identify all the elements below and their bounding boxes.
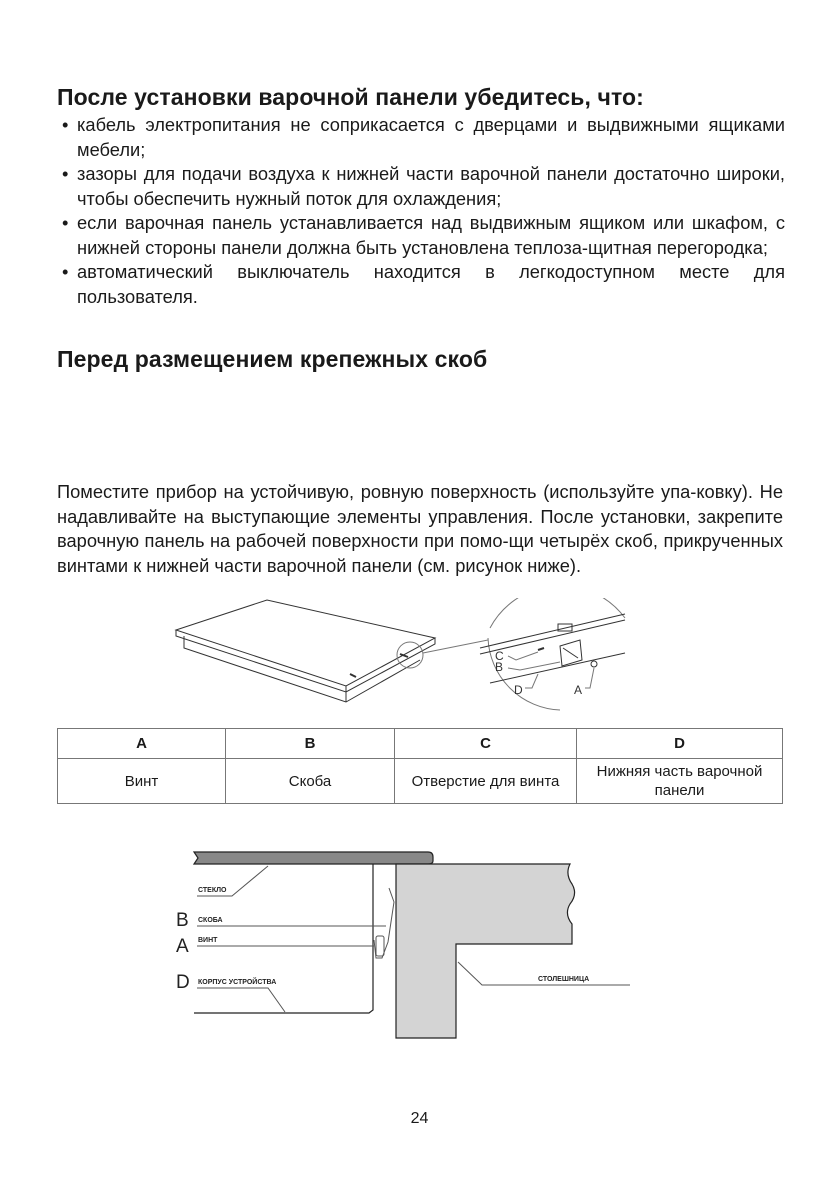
list-item: • кабель электропитания не соприкасается с дверцами и выдвижными ящиками мебели;	[62, 114, 785, 160]
bullet-icon: •	[62, 163, 69, 184]
section-heading-brackets: Перед размещением крепежных скоб	[57, 346, 488, 372]
label-c: C	[495, 649, 504, 663]
label-d: D	[514, 683, 523, 697]
parts-legend-table	[57, 728, 783, 804]
letter-a: A	[176, 936, 189, 957]
label-screw: ВИНТ	[198, 937, 218, 944]
bullet-icon: •	[62, 114, 69, 135]
bullet-icon: •	[62, 212, 69, 233]
table-cell: Винт	[58, 759, 226, 804]
cross-section-diagram	[160, 840, 640, 1050]
table-cell: Скоба	[226, 759, 395, 804]
list-item: • зазоры для подачи воздуха к нижней части варочной панели достаточно широки, чтобы обеспечить нужный поток для охлаждения;	[62, 163, 785, 209]
table-cell: Нижняя часть варочной панели	[577, 759, 783, 804]
letter-b: B	[176, 910, 189, 931]
list-item: • автоматический выключатель находится в легкодоступном месте для пользователя.	[62, 261, 785, 307]
section-heading-after-installation: После установки варочной панели убедитесь, что:	[57, 84, 644, 110]
label-bracket: СКОБА	[198, 917, 223, 924]
header-cell: B	[226, 729, 395, 759]
bullet-icon: •	[62, 261, 69, 282]
table-cell: Отверстие для винта	[395, 759, 577, 804]
label-body: КОРПУС УСТРОЙСТВА	[198, 979, 277, 986]
header-cell: D	[577, 729, 783, 759]
header-cell: C	[395, 729, 577, 759]
label-countertop: СТОЛЕШНИЦА	[538, 976, 590, 983]
checklist	[57, 113, 785, 309]
label-a: A	[574, 683, 583, 697]
label-glass: СТЕКЛО	[198, 887, 227, 894]
page-number: 24	[410, 1110, 429, 1127]
header-cell: A	[58, 729, 226, 759]
letter-d: D	[176, 972, 190, 993]
label-b: B	[495, 660, 504, 674]
list-item: • если варочная панель устанавливается над выдвижным ящиком или шкафом, с нижней стороны панели должна быть установлена теплоза-щитная перегородка;	[62, 212, 785, 258]
cooktop-bracket-diagram	[170, 598, 630, 713]
instructions-paragraph: Поместите прибор на устойчивую, ровную поверхность (используйте упа-ковку). Не надавливайте на выступающие элементы управления. После установки, закрепите варочную панель на рабочей поверхности при помо-щи четырёх скоб, прикрученных винтами к нижней части варочной панели (см. рисунок ниже).	[57, 481, 783, 576]
